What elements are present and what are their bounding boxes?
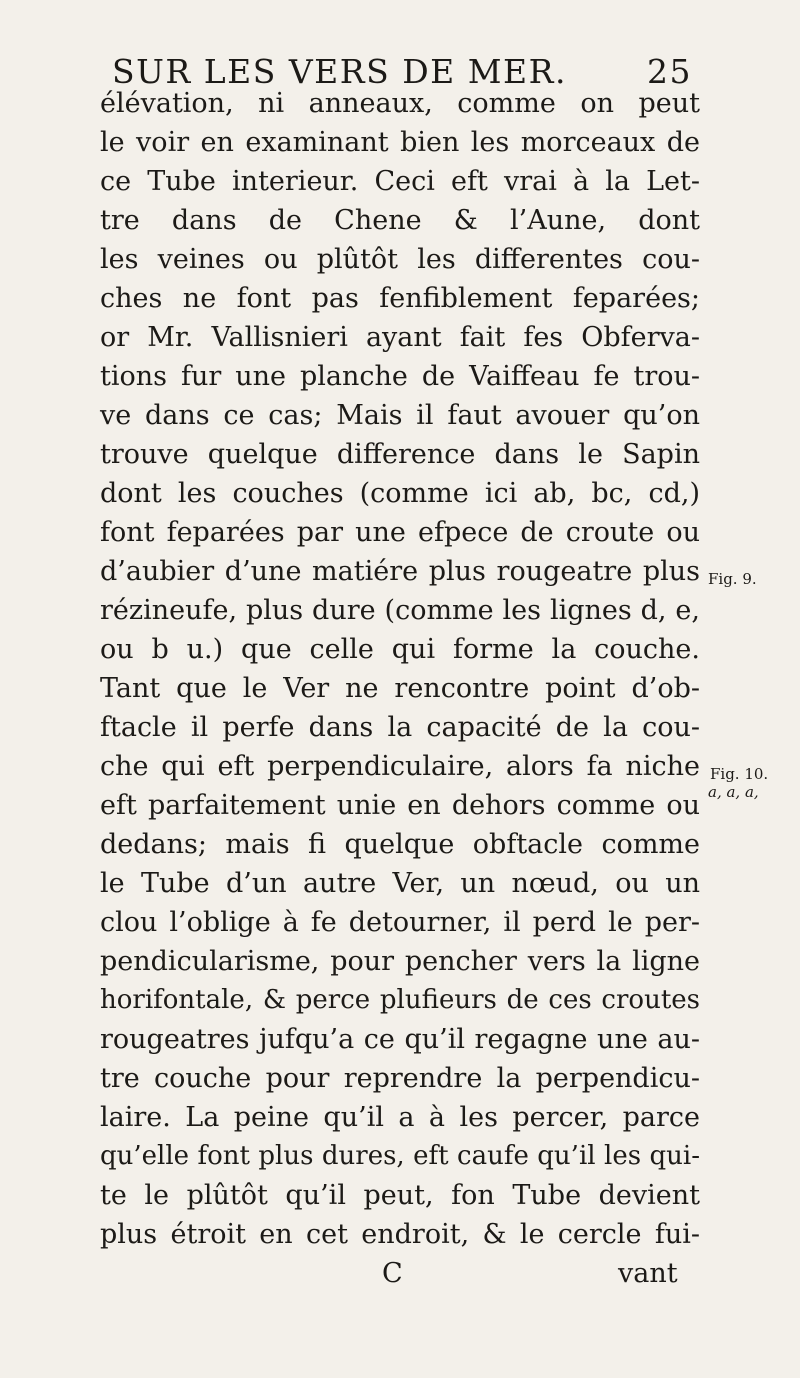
- text-line: ftacle il perfe dans la capacité de la cou-: [100, 712, 700, 743]
- text-line: dont les couches (comme ici ab, bc, cd,): [100, 478, 700, 509]
- text-line: che qui eft perpendiculaire, alors fa niche: [100, 751, 700, 782]
- margin-note-fig10-letters: a, a, a,: [708, 783, 759, 801]
- text-line: pendicularisme, pour pencher vers la ligne: [100, 946, 700, 977]
- text-line: tre couche pour reprendre la perpendicu-: [100, 1063, 700, 1094]
- text-line: font feparées par une efpece de croute ou: [100, 517, 700, 548]
- text-line: tre dans de Chene & l’Aune, dont: [100, 205, 700, 236]
- text-line: ce Tube interieur. Ceci eft vrai à la Let-: [100, 166, 700, 197]
- text-line: trouve quelque difference dans le Sapin: [100, 439, 700, 470]
- text-line: horifontale, & perce plufieurs de ces croutes: [100, 985, 700, 1015]
- text-line: rézineufe, plus dure (comme les lignes d, e,: [100, 595, 700, 626]
- text-line: or Mr. Vallisnieri ayant fait fes Obferva-: [100, 322, 700, 353]
- text-line: plus étroit en cet endroit, & le cercle fui-: [100, 1219, 700, 1250]
- catchword: vant: [618, 1258, 678, 1289]
- text-line: eft parfaitement unie en dehors comme ou: [100, 790, 700, 821]
- text-line: ches ne font pas fenfiblement feparées;: [100, 283, 700, 314]
- text-line: te le plûtôt qu’il peut, fon Tube devient: [100, 1180, 700, 1211]
- footer-line: [100, 1254, 700, 1293]
- body-text: [100, 84, 700, 1293]
- text-line: dedans; mais fi quelque obftacle comme: [100, 829, 700, 860]
- page-number: 25: [647, 52, 692, 91]
- text-line: qu’elle font plus dures, eft caufe qu’il les qui-: [100, 1141, 700, 1171]
- text-line: les veines ou plûtôt les differentes cou-: [100, 244, 700, 275]
- text-line: rougeatres jufqu’a ce qu’il regagne une au-: [100, 1024, 700, 1055]
- margin-note-fig10: Fig. 10.: [710, 765, 769, 783]
- margin-note-fig9: Fig. 9.: [708, 570, 757, 588]
- text-line: le voir en examinant bien les morceaux de: [100, 127, 700, 158]
- text-line: élévation, ni anneaux, comme on peut: [100, 88, 700, 119]
- signature-mark: C: [382, 1258, 403, 1289]
- text-line: tions fur une planche de Vaiffeau fe trou-: [100, 361, 700, 392]
- text-line: Tant que le Ver ne rencontre point d’ob-: [100, 673, 700, 704]
- text-line: d’aubier d’une matiére plus rougeatre plus: [100, 556, 700, 587]
- text-line: ve dans ce cas; Mais il faut avouer qu’on: [100, 400, 700, 431]
- text-line: clou l’oblige à fe detourner, il perd le per-: [100, 907, 700, 938]
- text-line: ou b u.) que celle qui forme la couche.: [100, 634, 700, 665]
- text-line: le Tube d’un autre Ver, un nœud, ou un: [100, 868, 700, 899]
- text-line: laire. La peine qu’il a à les percer, parce: [100, 1102, 700, 1133]
- running-head-title: SUR LES VERS DE MER.: [112, 52, 567, 91]
